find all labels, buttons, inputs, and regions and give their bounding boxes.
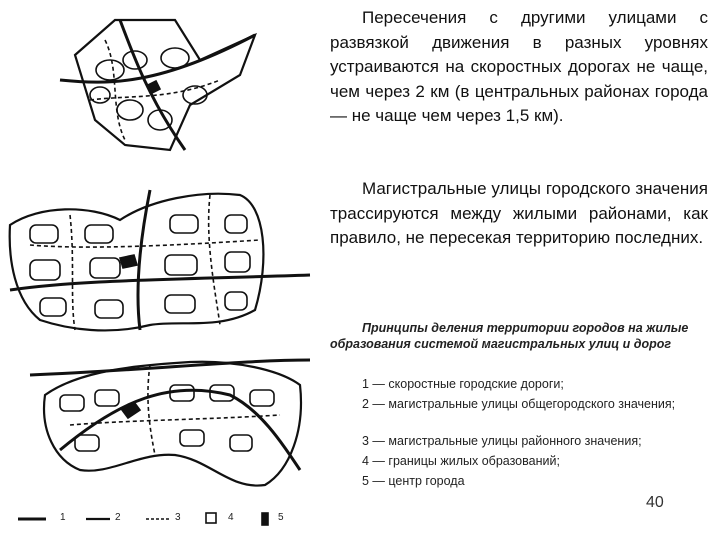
paragraph-intersections: Пересечения с другими улицами с развязкой движения в разных уровнях устраиваются на скоростных дорогах не чаще, чем через 2 км (в центральных районах города — не чаще чем через 1,5 км). (330, 8, 708, 125)
figure-caption: Принципы деления территории городов на жилые образования системой магистральных улиц и дорог (330, 321, 689, 351)
legend-item-1: 1 — скоростные городские дороги; (362, 377, 564, 391)
legend-item-3: 3 — магистральные улицы районного значения; (362, 434, 642, 448)
figure-key-label-4: 4 (228, 512, 234, 523)
figure-key-label-2: 2 (115, 512, 121, 523)
plan-bottom (30, 360, 310, 486)
legend-item-2: 2 — магистральные улицы общегородского значения; (362, 397, 676, 411)
legend-item-5: 5 — центр города (362, 474, 465, 488)
figure-key-label-5: 5 (278, 512, 284, 523)
paragraph-main-streets: Магистральные улицы городского значения трассируются между жилыми районами, как правило, не пересекая территорию последних. (330, 179, 708, 247)
city-plans-figure (0, 0, 320, 540)
figure-key-label-3: 3 (175, 512, 181, 523)
page-number: 40 (646, 494, 664, 511)
legend-item-4: 4 — границы жилых образований; (362, 454, 560, 468)
figure-key-label-1: 1 (60, 512, 66, 523)
plan-middle (10, 190, 310, 330)
plan-top (60, 20, 255, 150)
